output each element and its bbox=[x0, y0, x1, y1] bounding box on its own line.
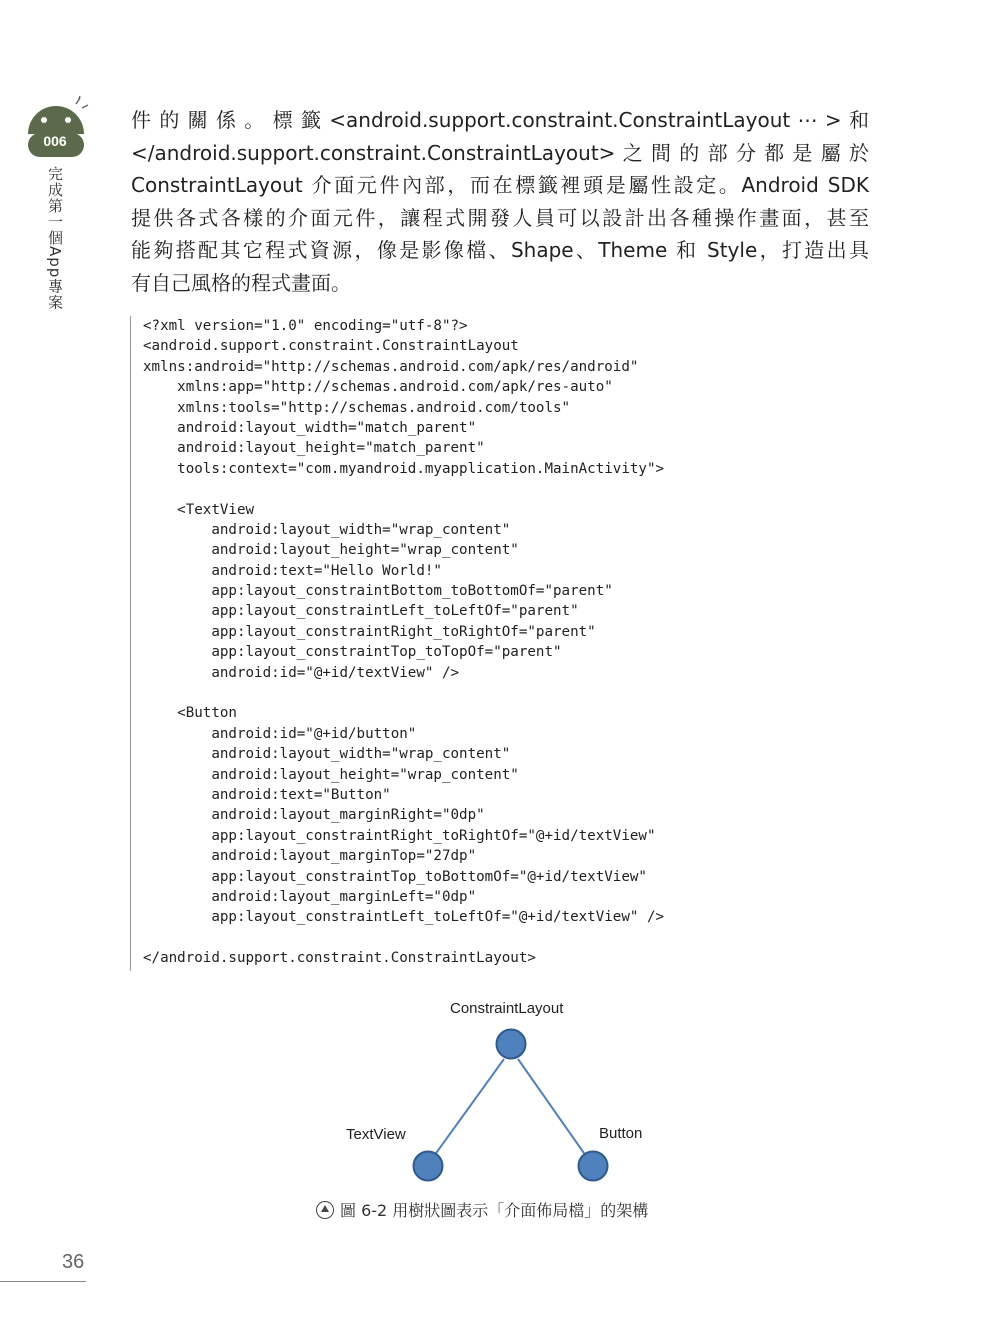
code-line: app:layout_constraintBottom_toBottomOf="parent" bbox=[143, 583, 613, 600]
code-listing bbox=[130, 316, 890, 971]
node-label-root: ConstraintLayout bbox=[450, 1000, 564, 1017]
paragraph-line: </android.support.constraint.ConstraintLayout> 之 間 的 部 分 都 是 屬 於 bbox=[131, 140, 869, 165]
edge-root-button bbox=[518, 1059, 586, 1156]
code-line: android:layout_width="match_parent" bbox=[143, 419, 477, 436]
code-line: app:layout_constraintLeft_toLeftOf="parent" bbox=[143, 603, 579, 620]
code-line: tools:context="com.myandroid.myapplication.MainActivity"> bbox=[143, 460, 665, 477]
code-line: android:layout_marginLeft="0dp" bbox=[143, 888, 477, 905]
code-line: android:layout_height="wrap_content" bbox=[143, 542, 519, 559]
code-line: </android.support.constraint.ConstraintLayout> bbox=[143, 950, 536, 967]
code-line: android:text="Button" bbox=[143, 786, 391, 803]
code-line: xmlns:tools="http://schemas.android.com/tools" bbox=[143, 399, 571, 416]
code-line: app:layout_constraintTop_toBottomOf="@+id/textView" bbox=[143, 868, 647, 885]
node-textview bbox=[414, 1152, 443, 1181]
triangle-up-circle-icon bbox=[316, 1201, 334, 1219]
android-robot-icon bbox=[26, 96, 90, 160]
caption-text: 圖 6-2 用樹狀圖表示「介面佈局檔」的架構 bbox=[340, 1201, 649, 1220]
tree-diagram bbox=[330, 995, 670, 1190]
code-line: app:layout_constraintRight_toRightOf="parent" bbox=[143, 623, 596, 640]
paragraph-line: ConstraintLayout 介面元件內部，而在標籤裡頭是屬性設定。Android SDK bbox=[131, 173, 869, 198]
code-line: android:layout_width="wrap_content" bbox=[143, 521, 511, 538]
paragraph-line: 提供各式各樣的介面元件，讓程式開發人員可以設計出各種操作畫面，甚至 bbox=[131, 205, 869, 230]
code-line: android:layout_height="wrap_content" bbox=[143, 766, 519, 783]
code-line: android:layout_width="wrap_content" bbox=[143, 746, 511, 763]
code-line: android:layout_height="match_parent" bbox=[143, 440, 485, 457]
code-line: android:layout_marginTop="27dp" bbox=[143, 848, 477, 865]
code-line: <Button bbox=[143, 705, 237, 722]
code-line bbox=[143, 479, 890, 499]
tree-diagram-graphic bbox=[330, 995, 670, 1190]
node-label-button: Button bbox=[599, 1125, 643, 1142]
node-constraintlayout bbox=[497, 1030, 526, 1059]
code-line: android:layout_marginRight="0dp" bbox=[143, 807, 485, 824]
page-number: 36 bbox=[62, 1251, 85, 1273]
code-line: android:id="@+id/button" bbox=[143, 725, 417, 742]
paragraph-line: 有自己風格的程式畫面。 bbox=[131, 270, 351, 295]
code-line: app:layout_constraintRight_toRightOf="@+id/textView" bbox=[143, 827, 656, 844]
chapter-title: 完成第一個App專案 bbox=[46, 166, 64, 311]
node-label-textview: TextView bbox=[346, 1126, 406, 1143]
code-line: <android.support.constraint.ConstraintLayout bbox=[143, 338, 519, 355]
code-line: <TextView bbox=[143, 501, 255, 518]
code-line: android:text="Hello World!" bbox=[143, 562, 442, 579]
edge-root-textview bbox=[434, 1059, 504, 1156]
body-paragraph bbox=[131, 104, 869, 300]
code-line: xmlns:android="http://schemas.android.com/apk/res/android" bbox=[143, 358, 639, 375]
code-line: xmlns:app="http://schemas.android.com/apk/res-auto" bbox=[143, 379, 613, 396]
code-line: app:layout_constraintTop_toTopOf="parent" bbox=[143, 644, 562, 661]
code-line: <?xml version="1.0" encoding="utf-8"?> bbox=[143, 318, 468, 334]
code-line bbox=[143, 928, 890, 948]
code-line: app:layout_constraintLeft_toLeftOf="@+id/textView" /> bbox=[143, 909, 665, 926]
code-line bbox=[143, 683, 890, 703]
node-button bbox=[579, 1152, 608, 1181]
figure-caption bbox=[316, 1198, 716, 1221]
page-number-rule bbox=[0, 1281, 86, 1282]
paragraph-line: 能夠搭配其它程式資源，像是影像檔、Shape、Theme 和 Style，打造出具 bbox=[131, 238, 869, 263]
code-line: android:id="@+id/textView" /> bbox=[143, 664, 460, 681]
chapter-number: 006 bbox=[43, 133, 67, 149]
paragraph-line: 件 的 關 係 。 標 籤 <android.support.constraint.ConstraintLayout ⋯ > 和 bbox=[131, 108, 869, 132]
